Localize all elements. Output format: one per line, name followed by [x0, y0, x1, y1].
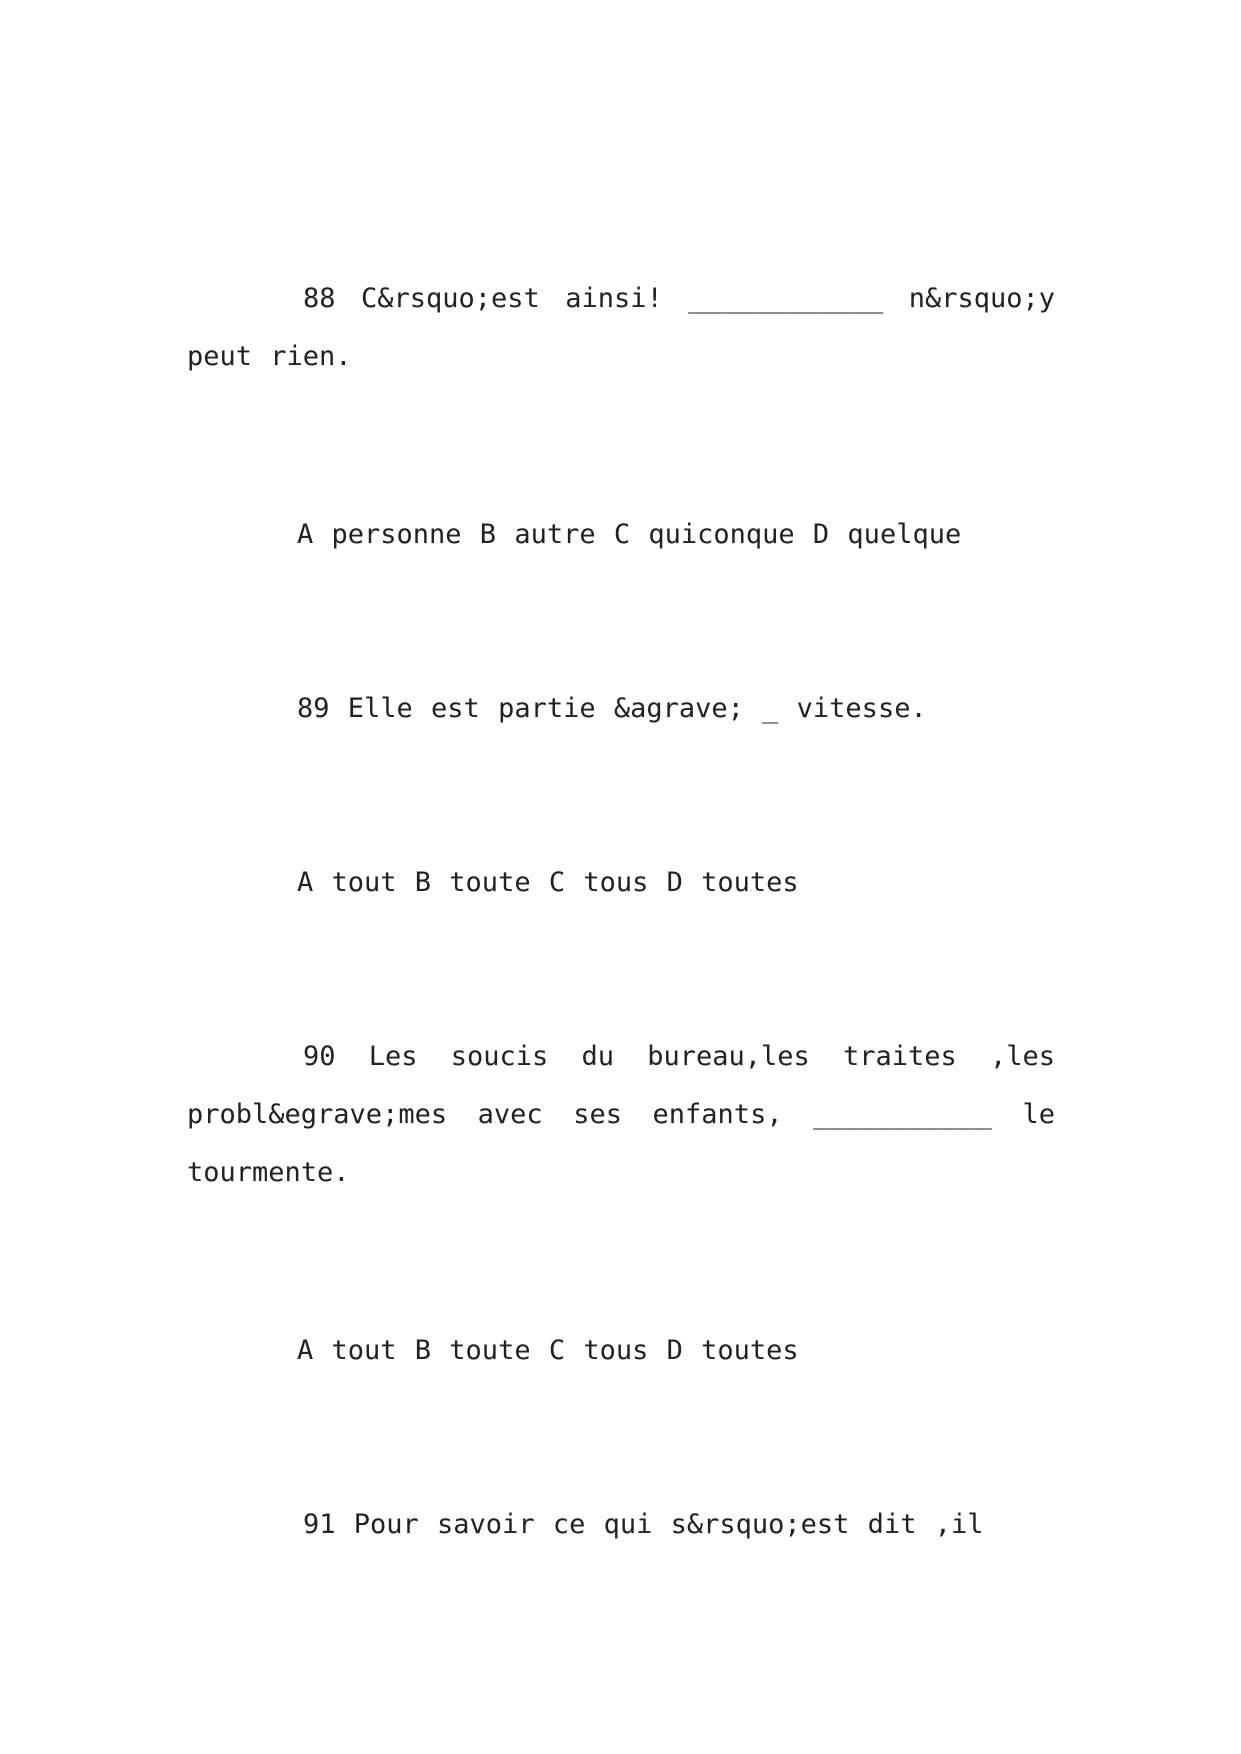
question-90-options: A tout B toute C tous D toutes — [297, 1335, 799, 1366]
question-89-stem: 89 Elle est partie &agrave; _ vitesse. — [297, 693, 927, 724]
question-88-stem: 88 C&rsquo;est ainsi! ____________ n&rsquo;y peut rien. — [187, 283, 1055, 372]
question-88-options: A personne B autre C quiconque D quelque — [297, 519, 962, 550]
question-90-stem: 90 Les soucis du bureau,les traites ,les probl&egrave;mes avec ses enfants, ___________ le tourmente. — [187, 1041, 1055, 1188]
question-89-options: A tout B toute C tous D toutes — [297, 867, 799, 898]
question-91-stem: 91 Pour savoir ce qui s&rsquo;est dit ,il — [303, 1509, 984, 1540]
